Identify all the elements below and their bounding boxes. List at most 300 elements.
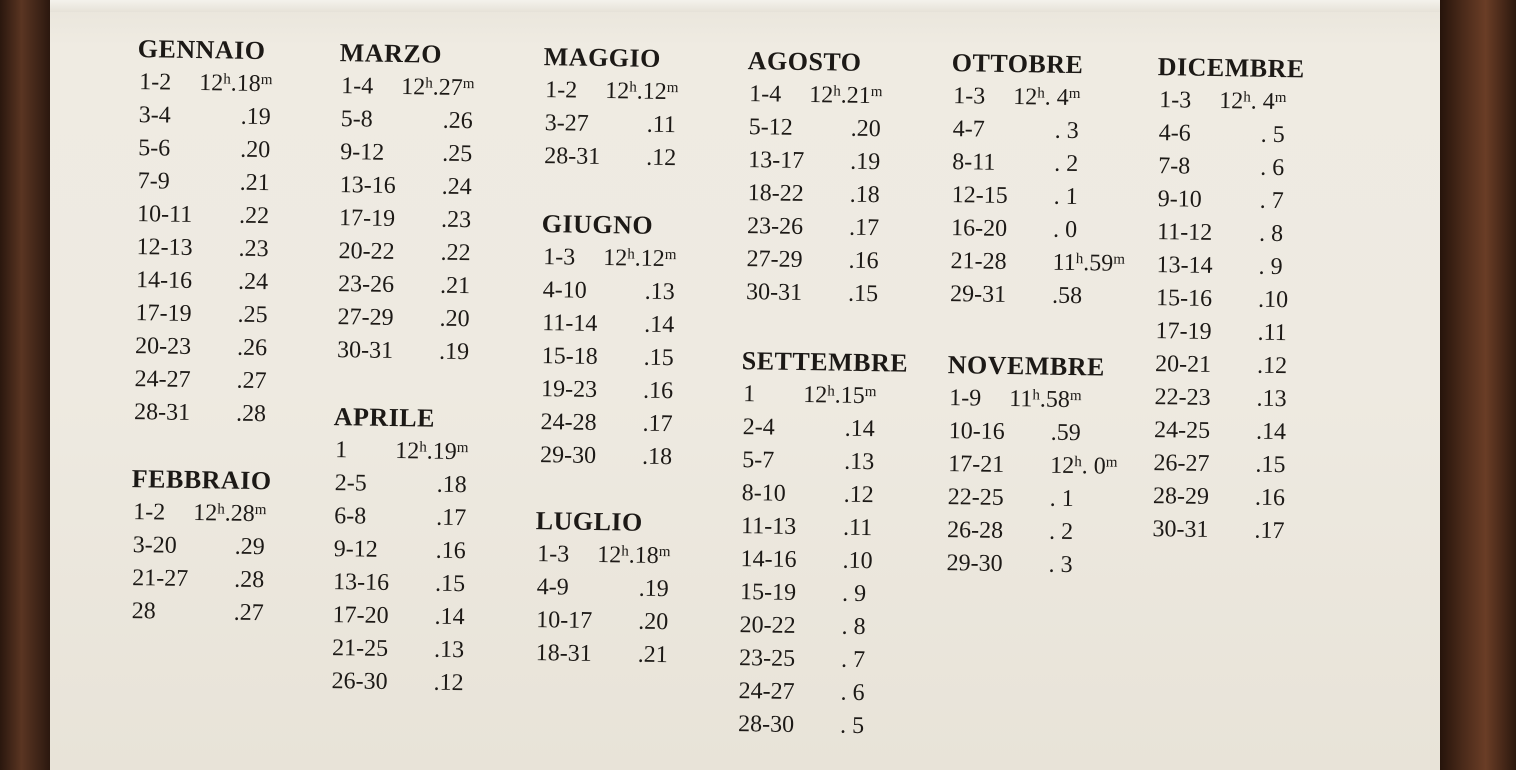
equation-time — [1260, 119, 1285, 152]
day-range: 29-31 — [949, 281, 1007, 308]
month-name: LUGLIO — [535, 506, 644, 537]
day-range: 7-8 — [1158, 153, 1191, 180]
equation-time: 12$^h$.18$^m$ — [199, 70, 273, 98]
time-hours: 12 — [401, 74, 426, 101]
time-minutes: .12 — [1256, 352, 1288, 380]
equation-time — [1053, 214, 1078, 247]
time-minutes: .21 — [239, 169, 270, 197]
date-range-row — [534, 307, 675, 342]
date-range-row — [1151, 84, 1305, 119]
day-range: 5-8 — [340, 106, 373, 133]
equation-time — [848, 245, 879, 278]
day-range: 12-15 — [951, 182, 1008, 209]
minutes-unit: m — [870, 84, 883, 101]
minutes-unit: m — [658, 544, 671, 561]
equation-time — [1255, 449, 1286, 482]
time-minutes: .15 — [847, 280, 879, 308]
time-minutes: .12 — [433, 669, 464, 697]
time-minutes: .12 — [843, 481, 874, 509]
equation-time — [239, 167, 270, 200]
time-minutes: . 8 — [1258, 220, 1284, 248]
month-block-luglio — [527, 506, 671, 672]
time-minutes: . 6 — [840, 679, 865, 707]
date-range-row — [940, 415, 1104, 451]
time-hours: 12 — [803, 382, 828, 409]
equation-time — [442, 138, 473, 171]
day-range: 1-3 — [537, 541, 570, 568]
month-block-giugno — [532, 209, 677, 474]
date-range-row — [533, 340, 674, 375]
date-range-row — [732, 576, 905, 612]
date-range-row — [528, 571, 669, 606]
date-range-row — [1146, 381, 1300, 416]
month-name: SETTEMBRE — [741, 346, 909, 378]
day-range: 13-17 — [748, 147, 805, 174]
time-minutes: .26 — [236, 334, 268, 362]
day-range: 22-25 — [947, 484, 1004, 511]
date-range-row — [939, 481, 1103, 517]
day-range: 13-14 — [1156, 252, 1213, 279]
date-range-row — [1146, 414, 1300, 449]
time-minutes: .22 — [238, 202, 270, 230]
time-minutes: .14 — [844, 415, 875, 443]
time-minutes: .17 — [642, 410, 673, 438]
time-hours: 12 — [1219, 88, 1244, 115]
equation-time — [436, 502, 467, 535]
equation-time: 12$^h$.27$^m$ — [401, 74, 475, 102]
month-name: APRILE — [333, 402, 436, 433]
time-minutes: . 3 — [1048, 551, 1073, 579]
equation-time — [238, 233, 269, 266]
time-minutes: .24 — [237, 268, 269, 296]
time-minutes: .18 — [641, 443, 673, 471]
time-minutes: .14 — [434, 603, 465, 631]
day-range: 3-27 — [544, 110, 589, 137]
equation-time — [644, 309, 675, 342]
time-minutes: .16 — [848, 247, 879, 275]
equation-time — [849, 212, 880, 245]
day-range: 1-2 — [545, 77, 578, 104]
time-minutes: 15 — [840, 382, 865, 410]
equation-time — [439, 336, 470, 369]
month-block-agosto — [738, 46, 883, 311]
time-minutes: .16 — [642, 377, 674, 405]
day-range: 30-31 — [1152, 516, 1209, 543]
date-range-row — [1147, 315, 1301, 350]
date-range-row — [124, 529, 270, 564]
day-range: 15-18 — [541, 343, 598, 370]
time-minutes: .13 — [644, 278, 675, 306]
time-minutes: . 9 — [841, 580, 867, 608]
equation-time — [1260, 152, 1285, 185]
minutes-unit: m — [1113, 251, 1126, 268]
day-range: 11-14 — [542, 310, 598, 337]
wooden-frame-left — [0, 0, 54, 770]
minutes-unit: m — [1068, 85, 1081, 103]
day-range: 24-28 — [540, 409, 597, 436]
date-range-row — [941, 382, 1105, 418]
day-range: 8-10 — [741, 480, 786, 507]
month-block-settembre — [730, 346, 909, 744]
month-block-dicembre — [1144, 52, 1305, 548]
equation-time — [849, 179, 880, 212]
day-range: 2-5 — [334, 470, 367, 497]
date-range-row — [1150, 117, 1304, 152]
day-range: 26-27 — [1153, 450, 1210, 477]
day-range: 5-7 — [742, 447, 775, 474]
day-range: 1-2 — [139, 69, 172, 96]
date-range-row — [331, 169, 472, 204]
time-minutes: .19 — [240, 103, 271, 131]
day-range: 28-30 — [737, 711, 795, 738]
equation-time — [434, 601, 465, 634]
date-range-row — [731, 609, 904, 645]
equation-time: 12$^h$.15$^m$ — [803, 382, 877, 410]
date-range-row — [324, 599, 465, 634]
equation-time — [1258, 251, 1283, 284]
hours-unit: h — [223, 71, 231, 88]
time-minutes: .24 — [441, 173, 472, 201]
day-range: 19-23 — [540, 376, 598, 403]
day-range: 18-22 — [747, 180, 804, 207]
time-minutes: 18 — [236, 70, 261, 98]
equation-time — [1049, 516, 1074, 549]
date-range-row — [733, 510, 906, 546]
day-range: 9-12 — [333, 536, 378, 563]
time-minutes: .19 — [638, 575, 669, 603]
time-minutes: .25 — [237, 301, 268, 329]
day-range: 13-16 — [332, 569, 390, 596]
time-hours: 12 — [395, 438, 420, 465]
time-minutes: 0 — [1087, 453, 1106, 480]
date-range-row — [938, 547, 1102, 583]
day-range: 8-11 — [952, 149, 996, 176]
date-range-row — [944, 113, 1082, 148]
date-range-row — [944, 146, 1082, 181]
time-minutes: .17 — [435, 504, 467, 532]
date-range-row — [739, 177, 880, 212]
minutes-unit: m — [1069, 388, 1082, 405]
equation-time — [238, 266, 269, 299]
month-block-febbraio — [123, 464, 271, 630]
date-range-row — [130, 132, 271, 167]
date-range-row — [942, 278, 1083, 313]
equation-time — [638, 606, 669, 639]
date-range-row — [323, 665, 464, 700]
day-range: 1-3 — [543, 244, 576, 271]
time-minutes: .29 — [234, 533, 265, 561]
equation-time — [236, 365, 267, 398]
time-hours: 12 — [597, 542, 622, 569]
day-range: 26-30 — [331, 668, 388, 695]
date-range-row — [125, 496, 271, 531]
equation-time — [841, 611, 866, 644]
time-hours: 12 — [605, 78, 630, 105]
time-minutes: .13 — [1256, 385, 1287, 413]
date-range-row — [127, 297, 268, 332]
time-hours: 12 — [1049, 452, 1075, 480]
day-range: 17-20 — [332, 602, 389, 629]
date-range-row — [532, 439, 673, 474]
day-range: 24-27 — [738, 678, 795, 705]
time-minutes: .17 — [1254, 517, 1285, 545]
date-range-row — [536, 107, 677, 142]
equation-time — [643, 375, 674, 408]
time-minutes: . 7 — [1259, 187, 1284, 215]
time-minutes: . 1 — [1049, 485, 1074, 513]
equation-time — [1048, 549, 1073, 582]
time-hours: 12 — [199, 70, 224, 97]
month-block-ottobre — [942, 48, 1126, 313]
time-minutes: 59 — [1089, 250, 1114, 277]
day-range: 10-16 — [948, 418, 1005, 445]
day-range: 12-13 — [136, 234, 193, 261]
minutes-unit: m — [260, 72, 273, 89]
day-range: 30-31 — [336, 337, 394, 364]
day-range: 15-19 — [739, 579, 797, 606]
day-range: 11-13 — [740, 513, 797, 540]
equation-time — [233, 597, 264, 630]
equation-time — [239, 200, 270, 233]
time-minutes: .10 — [842, 547, 873, 575]
equation-time — [840, 710, 865, 743]
date-range-row — [730, 675, 903, 711]
day-range: 1-3 — [1159, 87, 1192, 114]
day-range: 1-4 — [749, 81, 782, 108]
time-minutes: .21 — [637, 641, 668, 669]
date-range-row — [738, 243, 879, 278]
time-minutes: 4 — [1256, 88, 1275, 115]
hours-unit: h — [1037, 85, 1045, 102]
time-hours: 12 — [193, 500, 218, 527]
date-range-row — [332, 136, 473, 171]
time-minutes: 18 — [634, 542, 659, 570]
day-range: 17-19 — [135, 300, 192, 327]
date-range-row — [733, 477, 906, 513]
time-minutes: .22 — [440, 239, 471, 267]
day-range: 20-21 — [1154, 351, 1212, 378]
date-range-row — [943, 212, 1081, 247]
time-minutes: .28 — [235, 400, 267, 428]
equation-time: 12$^h$.18$^m$ — [597, 542, 671, 570]
day-range: 28-31 — [544, 143, 601, 170]
equation-time — [1054, 115, 1079, 148]
equation-time — [234, 564, 265, 597]
date-range-row — [131, 66, 273, 101]
date-range-row — [536, 140, 677, 175]
date-range-row — [740, 111, 881, 146]
day-range: 1 — [335, 437, 348, 464]
minutes-unit: m — [664, 247, 677, 264]
day-range: 9-12 — [340, 139, 385, 166]
equation-time — [643, 342, 674, 375]
day-range: 27-29 — [337, 304, 394, 331]
time-minutes: . 5 — [1260, 121, 1285, 149]
hours-unit: h — [629, 79, 637, 96]
time-minutes: .19 — [438, 338, 470, 366]
equation-time — [1257, 317, 1287, 350]
time-minutes: 58 — [1045, 386, 1071, 414]
time-hours: 12 — [603, 245, 628, 272]
time-minutes: .10 — [1257, 286, 1289, 314]
time-minutes: . 0 — [1052, 216, 1078, 244]
time-minutes: .19 — [849, 148, 881, 176]
time-minutes: .26 — [442, 107, 473, 135]
time-hours: 11 — [1052, 249, 1076, 277]
day-range: 15-16 — [1155, 285, 1213, 312]
minutes-unit: m — [666, 80, 679, 97]
equation-time — [1257, 350, 1288, 383]
equation-time — [1053, 181, 1078, 214]
date-range-row — [734, 411, 907, 447]
date-range-row — [326, 467, 467, 502]
time-minutes: . 5 — [839, 712, 865, 740]
time-minutes: .14 — [643, 311, 675, 339]
day-range: 11-12 — [1156, 219, 1213, 246]
date-range-row — [945, 80, 1083, 115]
hours-unit: h — [217, 501, 225, 518]
date-range-row — [333, 70, 475, 105]
month-block-gennaio — [126, 34, 273, 431]
time-minutes: .15 — [643, 344, 674, 372]
minutes-unit: m — [462, 76, 475, 93]
date-range-row — [327, 434, 469, 469]
equation-time — [237, 299, 268, 332]
equation-time — [1054, 148, 1079, 181]
time-minutes: .28 — [233, 566, 265, 594]
equation-time — [840, 677, 865, 710]
date-range-row — [129, 198, 270, 233]
month-block-marzo — [329, 38, 475, 369]
equation-time — [1258, 284, 1289, 317]
day-range: 23-26 — [746, 213, 804, 240]
equation-time — [646, 109, 676, 142]
day-range: 4-6 — [1158, 120, 1191, 147]
time-minutes: .13 — [433, 636, 465, 664]
date-range-row — [735, 378, 908, 414]
date-range-row — [1145, 480, 1299, 515]
time-minutes: .23 — [440, 206, 472, 234]
day-range: 4-9 — [536, 574, 569, 601]
date-range-row — [1150, 150, 1304, 185]
time-minutes: . 3 — [1054, 117, 1079, 145]
time-minutes: .58 — [1051, 282, 1083, 310]
time-minutes: .18 — [849, 181, 880, 209]
time-minutes: .11 — [842, 514, 873, 542]
date-range-row — [330, 235, 471, 270]
day-range: 17-19 — [1155, 318, 1212, 345]
equation-time — [1052, 280, 1083, 313]
date-range-row — [128, 264, 269, 299]
day-range: 1-3 — [953, 83, 986, 110]
day-range: 14-16 — [135, 267, 193, 294]
minutes-unit: m — [254, 502, 267, 519]
equation-time: 12$^h$.12$^m$ — [603, 245, 677, 273]
date-range-row — [940, 448, 1118, 484]
equation-time — [440, 237, 471, 270]
date-range-row — [740, 144, 881, 179]
date-range-row — [738, 276, 879, 311]
day-range: 16-20 — [950, 215, 1008, 242]
equation-time — [848, 278, 879, 311]
minutes-unit: m — [456, 440, 469, 457]
date-range-row — [1145, 447, 1299, 482]
date-range-row — [534, 274, 675, 309]
equation-time — [440, 270, 471, 303]
time-minutes: .20 — [439, 305, 470, 333]
time-minutes: . 8 — [841, 613, 866, 641]
equation-time — [646, 142, 677, 175]
month-block-maggio — [536, 42, 679, 175]
date-range-row — [527, 637, 668, 672]
equation-time: 11$^h$.58$^m$ — [1009, 386, 1082, 414]
date-range-row — [739, 210, 880, 245]
date-range-row — [535, 241, 677, 276]
date-range-row — [528, 604, 669, 639]
month-name: NOVEMBRE — [947, 350, 1106, 382]
time-minutes: .11 — [1257, 319, 1287, 347]
day-range: 28-29 — [1152, 483, 1210, 510]
equation-time — [638, 573, 669, 606]
month-block-novembre — [938, 350, 1118, 583]
equation-time — [644, 276, 675, 309]
month-name: MAGGIO — [543, 42, 662, 73]
time-minutes: .20 — [637, 608, 669, 636]
time-minutes: 28 — [230, 500, 255, 528]
day-range: 28-31 — [133, 399, 191, 426]
equation-time — [843, 479, 874, 512]
date-range-row — [1148, 282, 1302, 317]
time-minutes: .14 — [1255, 418, 1287, 446]
time-minutes: .16 — [1254, 484, 1286, 512]
equation-time — [1256, 416, 1287, 449]
day-range: 6-8 — [334, 503, 367, 530]
day-range: 23-26 — [337, 271, 395, 298]
equation-time — [441, 171, 472, 204]
time-minutes: .25 — [441, 140, 473, 168]
equation-time — [442, 105, 473, 138]
date-range-row — [1144, 513, 1298, 548]
time-minutes: .21 — [439, 272, 471, 300]
equation-time: 12$^h$.21$^m$ — [809, 82, 883, 110]
date-range-row — [127, 330, 268, 365]
month-name: DICEMBRE — [1157, 52, 1305, 84]
hours-unit: h — [1075, 251, 1084, 268]
date-range-row — [126, 396, 267, 431]
day-range: 17-21 — [948, 451, 1005, 478]
sheet-top-edge — [50, 0, 1442, 12]
equation-time: 12$^h$.28$^m$ — [193, 500, 267, 528]
time-minutes: . 7 — [840, 646, 866, 674]
time-minutes: .13 — [843, 448, 875, 476]
date-range-row — [329, 334, 470, 369]
day-range: 4-7 — [952, 116, 985, 143]
day-range: 1 — [743, 381, 756, 408]
day-range: 18-31 — [535, 640, 592, 667]
equation-time — [642, 441, 673, 474]
month-name: AGOSTO — [747, 46, 862, 77]
equation-time — [842, 578, 867, 611]
hours-unit: h — [419, 439, 427, 456]
day-range: 22-23 — [1154, 384, 1211, 411]
date-range-row — [123, 595, 269, 630]
date-range-row — [939, 514, 1103, 550]
hours-unit: h — [833, 83, 841, 100]
date-range-row — [324, 632, 465, 667]
equation-time — [240, 101, 271, 134]
day-range: 26-28 — [946, 517, 1004, 544]
day-range: 3-20 — [132, 532, 177, 559]
